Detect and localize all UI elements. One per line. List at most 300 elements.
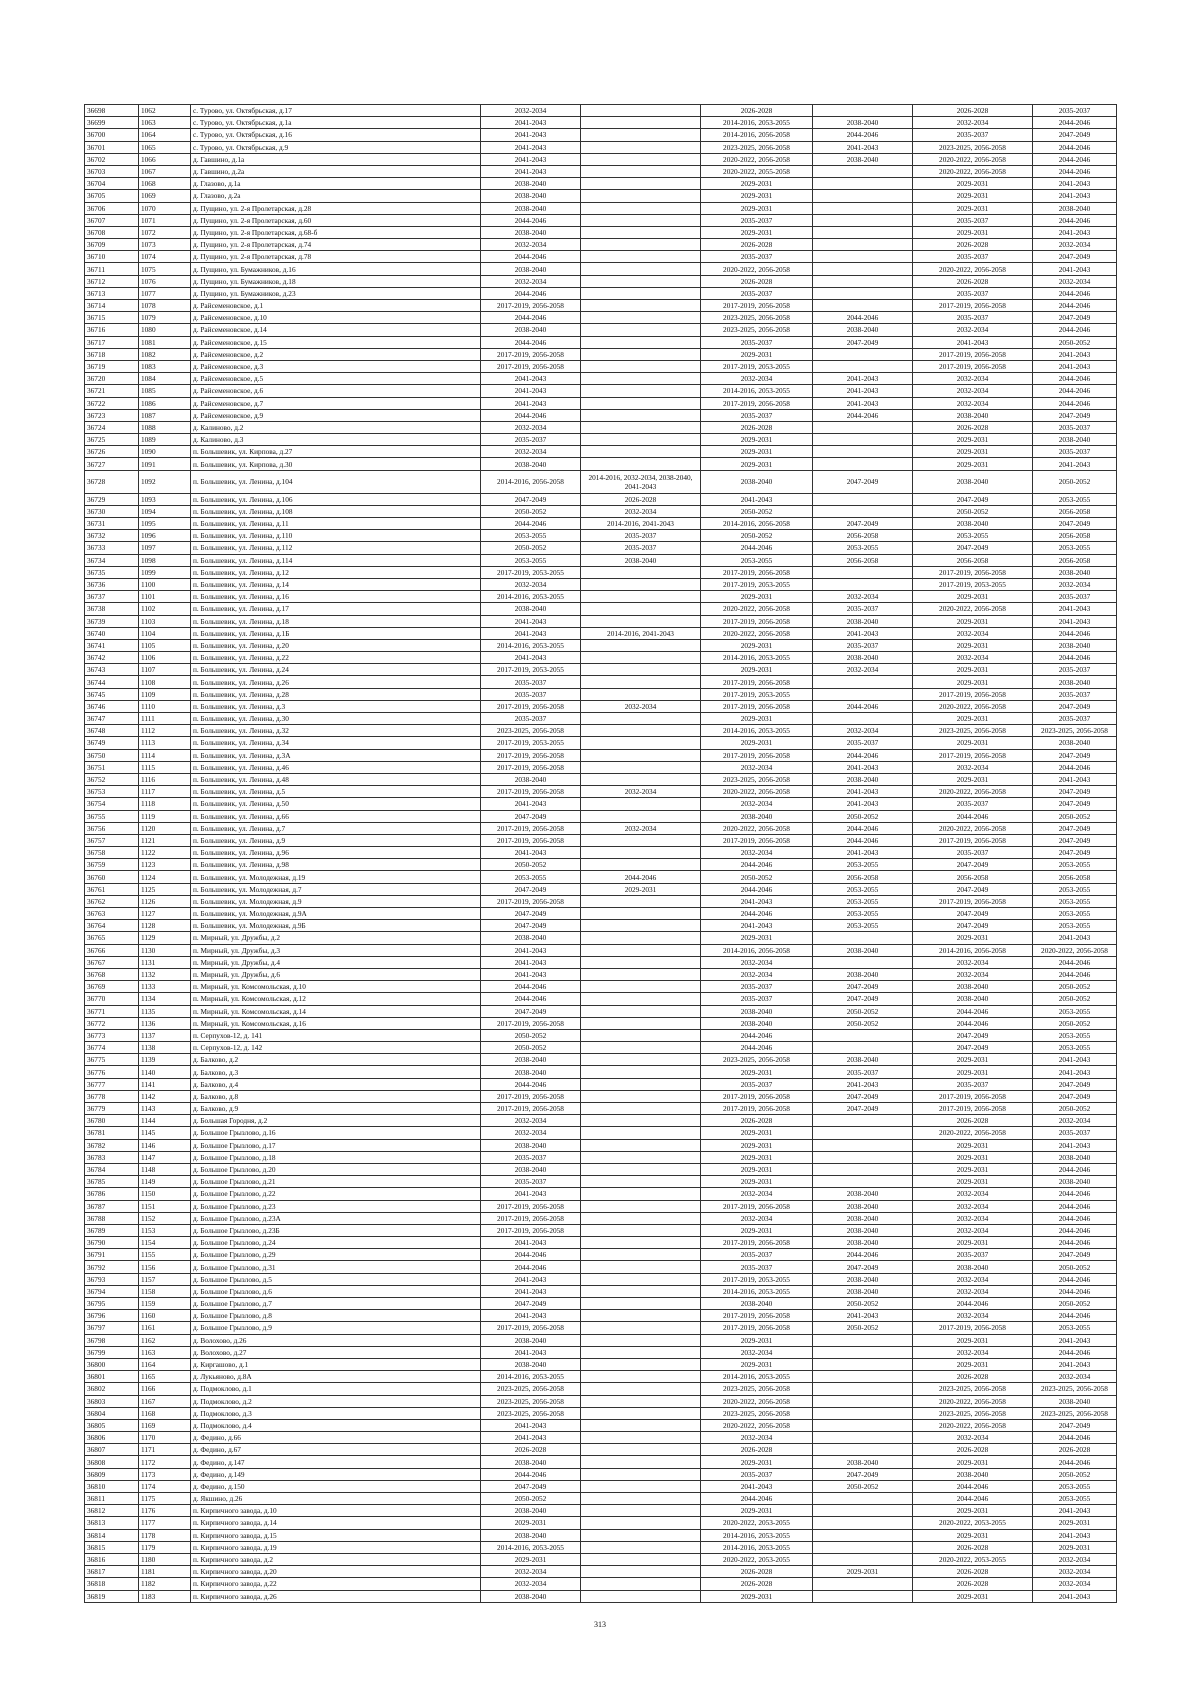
period-cell: 2038-2040 <box>813 1237 913 1249</box>
address-cell: п. Большевик, ул. Ленина, д.48 <box>191 773 481 785</box>
address-cell: с. Турово, ул. Октябрьская, д.1а <box>191 117 481 129</box>
table-row <box>85 1566 1117 1578</box>
item-number-cell: 1156 <box>139 1261 191 1273</box>
row-id-cell: 36750 <box>85 749 139 761</box>
period-cell: 2047-2049 <box>813 1468 913 1480</box>
period-cell <box>581 615 701 627</box>
period-cell: 2047-2049 <box>1033 1078 1117 1090</box>
table-row <box>85 251 1117 263</box>
period-cell: 2047-2049 <box>481 810 581 822</box>
period-cell: 2053-2055 <box>913 530 1033 542</box>
period-cell: 2017-2019, 2053-2055 <box>701 1273 813 1285</box>
period-cell <box>581 1249 701 1261</box>
address-cell: д. Большое Грызлово, д.20 <box>191 1163 481 1175</box>
period-cell: 2029-2031 <box>701 639 813 651</box>
item-number-cell: 1093 <box>139 493 191 505</box>
period-cell: 2017-2019, 2053-2055 <box>481 664 581 676</box>
period-cell <box>581 446 701 458</box>
period-cell: 2023-2025, 2056-2058 <box>701 324 813 336</box>
period-cell: 2035-2037 <box>701 1468 813 1480</box>
period-cell <box>813 202 913 214</box>
table-row <box>85 312 1117 324</box>
period-cell: 2044-2046 <box>1033 300 1117 312</box>
address-cell: д. Большая Городня, д.2 <box>191 1115 481 1127</box>
period-cell: 2044-2046 <box>1033 627 1117 639</box>
period-cell: 2023-2025, 2056-2058 <box>701 1054 813 1066</box>
row-id-cell: 36787 <box>85 1200 139 1212</box>
period-cell: 2032-2034 <box>1033 1371 1117 1383</box>
period-cell: 2047-2049 <box>481 883 581 895</box>
address-cell: п. Большевик, ул. Кирпова, д.30 <box>191 458 481 470</box>
period-cell <box>581 1078 701 1090</box>
row-id-cell: 36765 <box>85 932 139 944</box>
table-row <box>85 847 1117 859</box>
table-row <box>85 1432 1117 1444</box>
period-cell: 2032-2034 <box>913 117 1033 129</box>
period-cell <box>581 202 701 214</box>
table-row <box>85 773 1117 785</box>
item-number-cell: 1148 <box>139 1163 191 1175</box>
row-id-cell: 36764 <box>85 920 139 932</box>
period-cell: 2041-2043 <box>481 117 581 129</box>
address-cell: п. Большевик, ул. Ленина, д.34 <box>191 737 481 749</box>
item-number-cell: 1103 <box>139 615 191 627</box>
row-id-cell: 36808 <box>85 1456 139 1468</box>
period-cell <box>813 688 913 700</box>
address-cell: д. Подмоклово, д.2 <box>191 1395 481 1407</box>
item-number-cell: 1146 <box>139 1139 191 1151</box>
period-cell <box>813 214 913 226</box>
period-cell: 2017-2019, 2056-2058 <box>481 1322 581 1334</box>
row-id-cell: 36798 <box>85 1334 139 1346</box>
address-cell: п. Серпухов-12, д. 141 <box>191 1029 481 1041</box>
period-cell: 2029-2031 <box>701 1224 813 1236</box>
address-cell: п. Большевик, ул. Молодежная, д.9 <box>191 895 481 907</box>
item-number-cell: 1064 <box>139 129 191 141</box>
period-cell: 2035-2037 <box>1033 1127 1117 1139</box>
address-cell: п. Кирпичного завода, д.14 <box>191 1517 481 1529</box>
period-cell: 2038-2040 <box>481 1163 581 1175</box>
table-row <box>85 591 1117 603</box>
period-cell: 2017-2019, 2056-2058 <box>481 360 581 372</box>
table-row <box>85 871 1117 883</box>
period-cell: 2017-2019, 2056-2058 <box>701 700 813 712</box>
period-cell <box>813 1529 913 1541</box>
item-number-cell: 1145 <box>139 1127 191 1139</box>
period-cell <box>581 603 701 615</box>
period-cell <box>581 1334 701 1346</box>
period-cell: 2041-2043 <box>1033 1334 1117 1346</box>
period-cell: 2023-2025, 2056-2058 <box>1033 725 1117 737</box>
period-cell: 2038-2040 <box>813 117 913 129</box>
period-cell: 2020-2022, 2053-2055 <box>913 1553 1033 1565</box>
period-cell: 2047-2049 <box>481 920 581 932</box>
period-cell: 2029-2031 <box>913 932 1033 944</box>
period-cell: 2029-2031 <box>913 1054 1033 1066</box>
period-cell: 2044-2046 <box>1033 1224 1117 1236</box>
row-id-cell: 36789 <box>85 1224 139 1236</box>
period-cell: 2041-2043 <box>1033 1139 1117 1151</box>
item-number-cell: 1141 <box>139 1078 191 1090</box>
address-cell: д. Пущино, ул. Бумажников, д.16 <box>191 263 481 275</box>
period-cell: 2017-2019, 2056-2058 <box>481 822 581 834</box>
period-cell: 2014-2016, 2041-2043 <box>581 627 701 639</box>
item-number-cell: 1110 <box>139 700 191 712</box>
period-cell: 2026-2028 <box>913 275 1033 287</box>
address-cell: д. Большое Грызлово, д.18 <box>191 1151 481 1163</box>
period-cell: 2038-2040 <box>1033 639 1117 651</box>
period-cell <box>581 761 701 773</box>
item-number-cell: 1074 <box>139 251 191 263</box>
period-cell <box>581 591 701 603</box>
period-cell: 2053-2055 <box>1033 1042 1117 1054</box>
row-id-cell: 36737 <box>85 591 139 603</box>
address-cell: п. Большевик, ул. Ленина, д.112 <box>191 542 481 554</box>
period-cell: 2029-2031 <box>701 664 813 676</box>
period-cell: 2029-2031 <box>913 1176 1033 1188</box>
period-cell: 2029-2031 <box>701 591 813 603</box>
period-cell: 2044-2046 <box>701 859 813 871</box>
period-cell: 2014-2016, 2053-2055 <box>701 725 813 737</box>
period-cell <box>581 1115 701 1127</box>
period-cell: 2050-2052 <box>481 859 581 871</box>
period-cell: 2041-2043 <box>481 153 581 165</box>
period-cell <box>581 859 701 871</box>
period-cell: 2035-2037 <box>1033 591 1117 603</box>
row-id-cell: 36792 <box>85 1261 139 1273</box>
period-cell: 2044-2046 <box>1033 1346 1117 1358</box>
period-cell: 2023-2025, 2056-2058 <box>913 1383 1033 1395</box>
table-row <box>85 397 1117 409</box>
period-cell: 2035-2037 <box>813 603 913 615</box>
table-row <box>85 1249 1117 1261</box>
row-id-cell: 36760 <box>85 871 139 883</box>
period-cell: 2050-2052 <box>813 1005 913 1017</box>
period-cell: 2032-2034 <box>481 1115 581 1127</box>
period-cell: 2053-2055 <box>1033 920 1117 932</box>
item-number-cell: 1100 <box>139 578 191 590</box>
period-cell <box>581 1237 701 1249</box>
address-cell: д. Большое Грызлово, д.23Б <box>191 1224 481 1236</box>
period-cell: 2029-2031 <box>701 348 813 360</box>
item-number-cell: 1066 <box>139 153 191 165</box>
period-cell: 2056-2058 <box>913 871 1033 883</box>
period-cell: 2017-2019, 2056-2058 <box>481 749 581 761</box>
period-cell: 2032-2034 <box>581 505 701 517</box>
period-cell: 2029-2031 <box>913 676 1033 688</box>
table-row <box>85 1273 1117 1285</box>
period-cell: 2038-2040 <box>481 932 581 944</box>
period-cell: 2035-2037 <box>913 251 1033 263</box>
period-cell: 2026-2028 <box>701 1578 813 1590</box>
address-cell: д. Гавшино, д.1а <box>191 153 481 165</box>
table-row <box>85 239 1117 251</box>
period-cell: 2047-2049 <box>813 470 913 493</box>
period-cell: 2035-2037 <box>701 1261 813 1273</box>
item-number-cell: 1137 <box>139 1029 191 1041</box>
period-cell: 2035-2037 <box>813 737 913 749</box>
table-row <box>85 956 1117 968</box>
table-row <box>85 1322 1117 1334</box>
period-cell: 2038-2040 <box>813 1054 913 1066</box>
period-cell: 2035-2037 <box>481 1176 581 1188</box>
period-cell: 2014-2016, 2053-2055 <box>701 117 813 129</box>
period-cell: 2044-2046 <box>813 749 913 761</box>
period-cell: 2047-2049 <box>913 883 1033 895</box>
period-cell: 2017-2019, 2056-2058 <box>701 397 813 409</box>
period-cell: 2038-2040 <box>481 1054 581 1066</box>
period-cell: 2038-2040 <box>813 1200 913 1212</box>
period-cell: 2032-2034 <box>913 956 1033 968</box>
item-number-cell: 1099 <box>139 566 191 578</box>
item-number-cell: 1105 <box>139 639 191 651</box>
period-cell: 2038-2040 <box>701 1005 813 1017</box>
item-number-cell: 1182 <box>139 1578 191 1590</box>
item-number-cell: 1070 <box>139 202 191 214</box>
period-cell: 2032-2034 <box>1033 239 1117 251</box>
item-number-cell: 1163 <box>139 1346 191 1358</box>
row-id-cell: 36812 <box>85 1505 139 1517</box>
period-cell <box>813 263 913 275</box>
period-cell: 2026-2028 <box>701 105 813 117</box>
table-row <box>85 1468 1117 1480</box>
period-cell: 2026-2028 <box>913 421 1033 433</box>
period-cell: 2035-2037 <box>701 409 813 421</box>
period-cell: 2050-2052 <box>813 1298 913 1310</box>
row-id-cell: 36756 <box>85 822 139 834</box>
period-cell: 2050-2052 <box>1033 470 1117 493</box>
period-cell: 2029-2031 <box>701 434 813 446</box>
period-cell: 2014-2016, 2056-2058 <box>481 470 581 493</box>
item-number-cell: 1166 <box>139 1383 191 1395</box>
period-cell <box>581 373 701 385</box>
period-cell: 2029-2031 <box>913 1163 1033 1175</box>
period-cell: 2020-2022, 2056-2058 <box>701 603 813 615</box>
item-number-cell: 1147 <box>139 1151 191 1163</box>
period-cell: 2044-2046 <box>1033 165 1117 177</box>
address-cell: п. Кирпичного завода, д.10 <box>191 1505 481 1517</box>
period-cell: 2044-2046 <box>1033 1310 1117 1322</box>
period-cell <box>581 1505 701 1517</box>
item-number-cell: 1101 <box>139 591 191 603</box>
table-row <box>85 725 1117 737</box>
address-cell: д. Большое Грызлово, д.22 <box>191 1188 481 1200</box>
period-cell: 2035-2037 <box>913 1078 1033 1090</box>
item-number-cell: 1168 <box>139 1407 191 1419</box>
row-id-cell: 36771 <box>85 1005 139 1017</box>
period-cell: 2038-2040 <box>913 409 1033 421</box>
period-cell: 2035-2037 <box>913 214 1033 226</box>
address-cell: д. Лукьяново, д.8А <box>191 1371 481 1383</box>
period-cell: 2035-2037 <box>1033 713 1117 725</box>
period-cell <box>581 117 701 129</box>
period-cell: 2032-2034 <box>481 1566 581 1578</box>
period-cell: 2032-2034 <box>913 652 1033 664</box>
row-id-cell: 36769 <box>85 981 139 993</box>
period-cell: 2035-2037 <box>1033 688 1117 700</box>
period-cell: 2038-2040 <box>481 202 581 214</box>
period-cell: 2032-2034 <box>913 1285 1033 1297</box>
period-cell: 2038-2040 <box>813 324 913 336</box>
period-cell <box>581 1127 701 1139</box>
address-cell: п. Большевик, ул. Ленина, д.98 <box>191 859 481 871</box>
period-cell <box>581 1358 701 1370</box>
address-cell: д. Подмоклово, д.1 <box>191 1383 481 1395</box>
period-cell: 2032-2034 <box>913 397 1033 409</box>
period-cell: 2029-2031 <box>701 1066 813 1078</box>
item-number-cell: 1123 <box>139 859 191 871</box>
item-number-cell: 1090 <box>139 446 191 458</box>
row-id-cell: 36751 <box>85 761 139 773</box>
item-number-cell: 1149 <box>139 1176 191 1188</box>
period-cell <box>581 421 701 433</box>
period-cell: 2029-2031 <box>481 1553 581 1565</box>
period-cell <box>581 1529 701 1541</box>
period-cell <box>581 1541 701 1553</box>
period-cell <box>581 798 701 810</box>
period-cell: 2029-2031 <box>913 615 1033 627</box>
row-id-cell: 36780 <box>85 1115 139 1127</box>
period-cell: 2020-2022, 2056-2058 <box>913 786 1033 798</box>
table-row <box>85 1346 1117 1358</box>
address-cell: п. Большевик, ул. Ленина, д.108 <box>191 505 481 517</box>
row-id-cell: 36712 <box>85 275 139 287</box>
period-cell: 2044-2046 <box>913 1480 1033 1492</box>
table-body <box>85 105 1117 1603</box>
period-cell: 2029-2031 <box>913 639 1033 651</box>
period-cell: 2020-2022, 2056-2058 <box>913 700 1033 712</box>
period-cell: 2044-2046 <box>481 993 581 1005</box>
period-cell: 2053-2055 <box>701 554 813 566</box>
period-cell: 2044-2046 <box>481 1078 581 1090</box>
period-cell: 2038-2040 <box>813 1456 913 1468</box>
period-cell <box>581 275 701 287</box>
period-cell: 2017-2019, 2056-2058 <box>701 1200 813 1212</box>
period-cell <box>813 1517 913 1529</box>
item-number-cell: 1098 <box>139 554 191 566</box>
period-cell: 2029-2031 <box>701 1163 813 1175</box>
period-cell: 2032-2034 <box>701 373 813 385</box>
period-cell: 2038-2040 <box>481 458 581 470</box>
row-id-cell: 36726 <box>85 446 139 458</box>
period-cell: 2050-2052 <box>1033 1261 1117 1273</box>
row-id-cell: 36804 <box>85 1407 139 1419</box>
period-cell: 2041-2043 <box>1033 226 1117 238</box>
period-cell: 2017-2019, 2056-2058 <box>701 300 813 312</box>
period-cell: 2026-2028 <box>913 1541 1033 1553</box>
item-number-cell: 1183 <box>139 1590 191 1602</box>
period-cell <box>813 1432 913 1444</box>
period-cell <box>581 336 701 348</box>
row-id-cell: 36762 <box>85 895 139 907</box>
period-cell: 2020-2022, 2056-2058 <box>913 1419 1033 1431</box>
address-cell: д. Большое Грызлово, д.23 <box>191 1200 481 1212</box>
period-cell: 2053-2055 <box>1033 859 1117 871</box>
period-cell: 2020-2022, 2053-2055 <box>701 1553 813 1565</box>
period-cell: 2029-2031 <box>913 202 1033 214</box>
table-row <box>85 505 1117 517</box>
address-cell: д. Райсеменовское, д.14 <box>191 324 481 336</box>
row-id-cell: 36711 <box>85 263 139 275</box>
period-cell <box>581 141 701 153</box>
table-row <box>85 627 1117 639</box>
table-row <box>85 1042 1117 1054</box>
period-cell: 2014-2016, 2053-2055 <box>701 1529 813 1541</box>
item-number-cell: 1102 <box>139 603 191 615</box>
period-cell <box>581 1322 701 1334</box>
period-cell: 2032-2034 <box>701 847 813 859</box>
period-cell: 2056-2058 <box>1033 530 1117 542</box>
period-cell: 2020-2022, 2056-2058 <box>913 1127 1033 1139</box>
period-cell: 2032-2034 <box>913 968 1033 980</box>
period-cell: 2026-2028 <box>913 239 1033 251</box>
period-cell: 2029-2031 <box>913 226 1033 238</box>
period-cell: 2032-2034 <box>1033 1553 1117 1565</box>
item-number-cell: 1114 <box>139 749 191 761</box>
period-cell: 2044-2046 <box>1033 1200 1117 1212</box>
address-cell: д. Райсеменовское, д.15 <box>191 336 481 348</box>
row-id-cell: 36806 <box>85 1432 139 1444</box>
address-cell: п. Большевик, ул. Молодежная, д.7 <box>191 883 481 895</box>
period-cell: 2056-2058 <box>1033 554 1117 566</box>
period-cell: 2044-2046 <box>481 287 581 299</box>
period-cell: 2032-2034 <box>913 1310 1033 1322</box>
item-number-cell: 1131 <box>139 956 191 968</box>
table-row <box>85 944 1117 956</box>
period-cell: 2041-2043 <box>813 1078 913 1090</box>
item-number-cell: 1094 <box>139 505 191 517</box>
period-cell: 2050-2052 <box>813 1480 913 1492</box>
period-cell: 2017-2019, 2056-2058 <box>481 786 581 798</box>
period-cell: 2017-2019, 2056-2058 <box>701 566 813 578</box>
period-cell: 2041-2043 <box>1033 1529 1117 1541</box>
period-cell: 2032-2034 <box>1033 275 1117 287</box>
period-cell: 2038-2040 <box>481 1358 581 1370</box>
period-cell: 2032-2034 <box>913 1224 1033 1236</box>
address-cell: п. Мирный, ул. Дружбы, д.4 <box>191 956 481 968</box>
period-cell: 2044-2046 <box>1033 1285 1117 1297</box>
address-cell: п. Мирный, ул. Дружбы, д.6 <box>191 968 481 980</box>
period-cell: 2041-2043 <box>481 373 581 385</box>
period-cell <box>813 1383 913 1395</box>
item-number-cell: 1075 <box>139 263 191 275</box>
item-number-cell: 1088 <box>139 421 191 433</box>
address-cell: п. Большевик, ул. Ленина, д.11 <box>191 518 481 530</box>
row-id-cell: 36714 <box>85 300 139 312</box>
period-cell: 2032-2034 <box>581 786 701 798</box>
period-cell: 2050-2052 <box>1033 810 1117 822</box>
period-cell <box>581 1261 701 1273</box>
address-cell: д. Федино, д.149 <box>191 1468 481 1480</box>
period-cell <box>581 178 701 190</box>
period-cell <box>581 1103 701 1115</box>
period-cell <box>581 639 701 651</box>
period-cell: 2053-2055 <box>813 895 913 907</box>
period-cell: 2041-2043 <box>1033 263 1117 275</box>
address-cell: д. Волохово, д.26 <box>191 1334 481 1346</box>
period-cell <box>581 1017 701 1029</box>
period-cell: 2038-2040 <box>701 810 813 822</box>
period-cell: 2029-2031 <box>701 1139 813 1151</box>
period-cell: 2044-2046 <box>481 518 581 530</box>
period-cell: 2017-2019, 2056-2058 <box>481 1103 581 1115</box>
item-number-cell: 1085 <box>139 385 191 397</box>
period-cell: 2017-2019, 2056-2058 <box>913 895 1033 907</box>
period-cell: 2017-2019, 2056-2058 <box>913 1090 1033 1102</box>
period-cell: 2032-2034 <box>813 664 913 676</box>
period-cell: 2038-2040 <box>913 993 1033 1005</box>
period-cell: 2047-2049 <box>1033 1249 1117 1261</box>
